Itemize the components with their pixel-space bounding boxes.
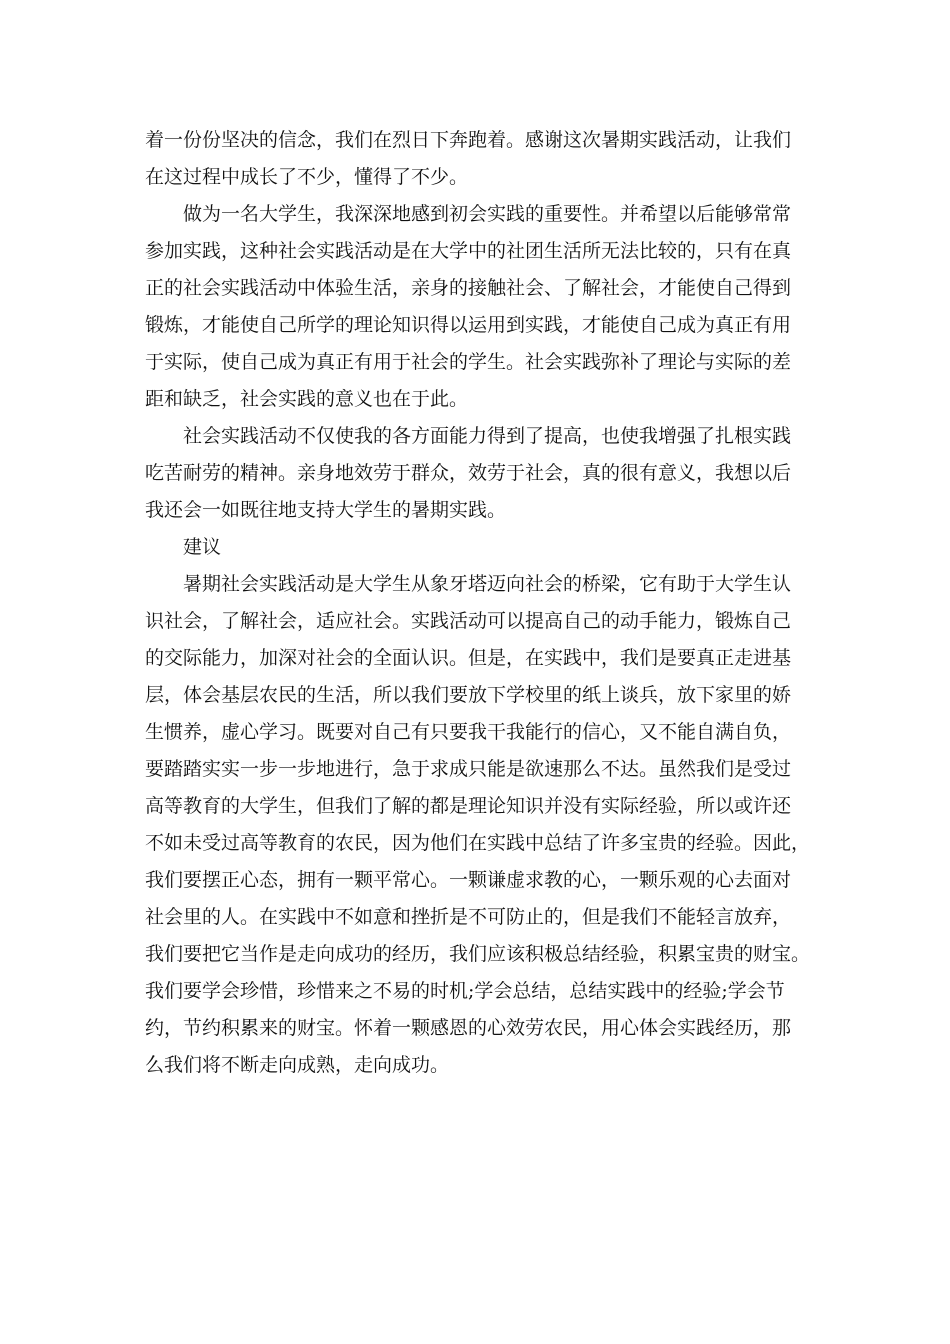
paragraph-first-line: 暑期社会实践活动是大学生从象牙塔迈向社会的桥梁，它有助于大学生认 (183, 573, 792, 595)
text-line: 不如未受过高等教育的农民，因为他们在实践中总结了许多宝贵的经验。因此， (145, 832, 811, 854)
text-line: 锻炼，才能使自己所学的理论知识得以运用到实践，才能使自己成为真正有用 (145, 314, 792, 336)
paragraph-first-line: 建议 (183, 536, 222, 558)
text-line: 识社会，了解社会，适应社会。实践活动可以提高自己的动手能力，锻炼自己 (145, 610, 792, 632)
text-line: 着一份份坚决的信念，我们在烈日下奔跑着。感谢这次暑期实践活动，让我们 (145, 129, 792, 151)
text-line: 生惯养，虚心学习。既要对自己有只要我干我能行的信心，又不能自满自负， (145, 721, 792, 743)
paragraph-first-line: 社会实践活动不仅使我的各方面能力得到了提高，也使我增强了扎根实践 (183, 425, 792, 447)
text-line: 在这过程中成长了不少，懂得了不少。 (145, 166, 469, 188)
text-line: 的交际能力，加深对社会的全面认识。但是，在实践中，我们是要真正走进基 (145, 647, 792, 669)
text-line: 我还会一如既往地支持大学生的暑期实践。 (145, 499, 507, 521)
document-body (145, 122, 811, 1084)
text-line: 距和缺乏，社会实践的意义也在于此。 (145, 388, 469, 410)
text-line: 参加实践，这种社会实践活动是在大学中的社团生活所无法比较的，只有在真 (145, 240, 792, 262)
text-line: 么我们将不断走向成熟，走向成功。 (145, 1054, 450, 1076)
paragraph-first-line: 做为一名大学生，我深深地感到初会实践的重要性。并希望以后能够常常 (183, 203, 792, 225)
text-line: 我们要摆正心态，拥有一颗平常心。一颗谦虚求教的心，一颗乐观的心去面对 (145, 869, 792, 891)
text-line: 于实际，使自己成为真正有用于社会的学生。社会实践弥补了理论与实际的差 (145, 351, 792, 373)
text-line: 我们要学会珍惜，珍惜来之不易的时机;学会总结，总结实践中的经验;学会节 (145, 980, 785, 1002)
text-line: 层，体会基层农民的生活，所以我们要放下学校里的纸上谈兵，放下家里的娇 (145, 684, 792, 706)
text-line: 约，节约积累来的财宝。怀着一颗感恩的心效劳农民，用心体会实践经历，那 (145, 1017, 792, 1039)
text-line: 社会里的人。在实践中不如意和挫折是不可防止的，但是我们不能轻言放弃， (145, 906, 792, 928)
text-line: 吃苦耐劳的精神。亲身地效劳于群众，效劳于社会，真的很有意义，我想以后 (145, 462, 792, 484)
text-line: 我们要把它当作是走向成功的经历，我们应该积极总结经验，积累宝贵的财宝。 (145, 943, 811, 965)
text-line: 要踏踏实实一步一步地进行，急于求成只能是欲速那么不达。虽然我们是受过 (145, 758, 792, 780)
text-line: 正的社会实践活动中体验生活，亲身的接触社会、了解社会，才能使自己得到 (145, 277, 792, 299)
text-line: 高等教育的大学生，但我们了解的都是理论知识并没有实际经验，所以或许还 (145, 795, 792, 817)
